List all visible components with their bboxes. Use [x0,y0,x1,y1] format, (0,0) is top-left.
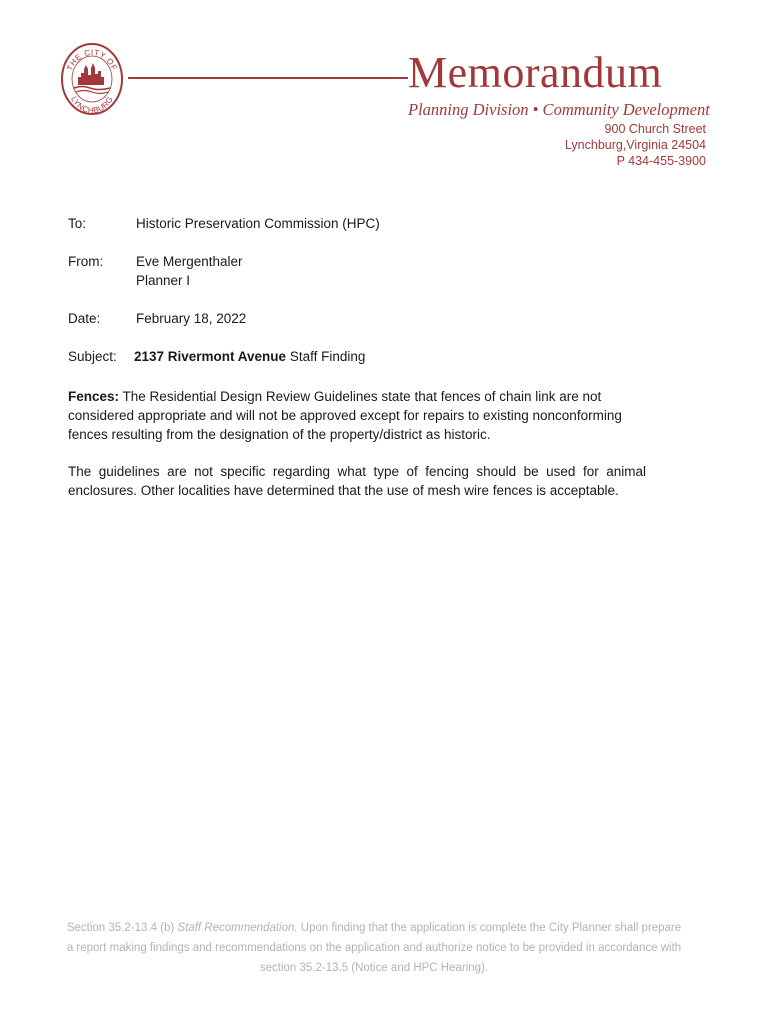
address-city: Lynchburg,Virginia 24504 [564,138,706,152]
division-name: Planning Division • Community Development [408,100,710,119]
date-label: Date: [68,311,101,326]
footnote-text: Upon finding that the application is complete the City Planner shall prepare a report making findings and recommendations on the application and authorize notice to be provided in accordance with section 35.2-13.5 (Notice and HPC Hearing). [66,922,682,974]
from-name: Eve Mergenthaler [136,254,243,269]
from-title: Planner I [136,273,191,288]
footnote-italic: Staff Recommendation. [177,922,298,934]
guidelines-paragraph: The guidelines are not specific regarding what type of fencing should be used for animal enclosures. Other localities have determined that the use of mesh wire fences is acceptable. [68,464,646,498]
to-label: To: [68,216,87,231]
seal-top-text: THE CITY OF [65,47,119,72]
subject-text: Staff Finding [289,349,366,364]
date-value: February 18, 2022 [136,311,247,326]
city-seal-logo [60,41,124,117]
fences-paragraph [68,387,646,444]
subject-value [134,348,365,366]
address-street: 900 Church Street [604,122,706,136]
subject-label: Subject: [68,349,117,364]
seal-bottom-text: LYNCHBURG [69,94,115,116]
subject-address: 2137 Rivermont Avenue [134,349,287,364]
footnote-prefix: Section 35.2-13.4 (b) [66,922,178,934]
from-label: From: [68,254,104,269]
to-value: Historic Preservation Commission (HPC) [136,216,380,231]
svg-text:LYNCHBURG [69,95,115,115]
fences-text: The Residential Design Review Guidelines state that fences of chain link are not considered appropriate and will not be approved except for repairs to existing nonconforming fences resulting from the designation of the property/district as historic. [68,389,622,442]
header-rule [128,77,408,79]
phone-number: P 434-455-3900 [616,154,706,168]
footnote [66,918,682,978]
memo-title: Memorandum [408,48,663,97]
fences-heading: Fences: [68,389,120,404]
